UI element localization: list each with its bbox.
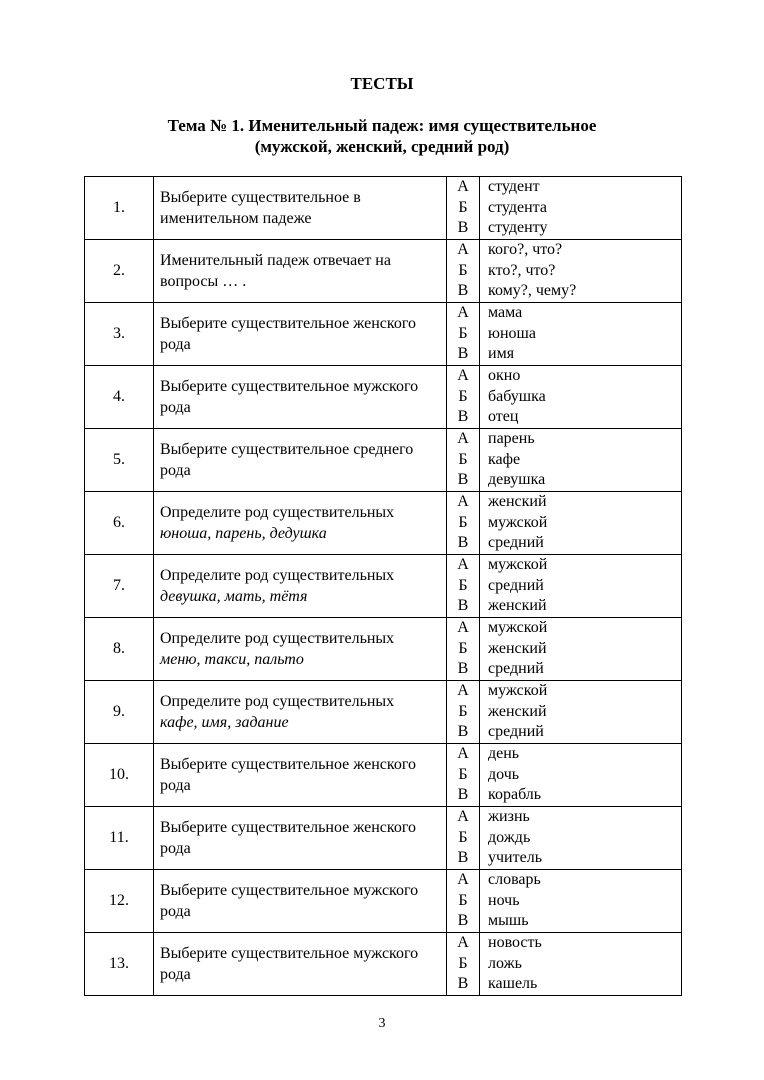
question-number: 8. (85, 618, 154, 681)
question-cell (154, 492, 447, 555)
question-number: 3. (85, 303, 154, 366)
question-number: 4. (85, 366, 154, 429)
answer-options (480, 492, 682, 555)
answer-option: женский (488, 702, 547, 720)
question-number: 5. (85, 429, 154, 492)
question-cell (154, 870, 447, 933)
answer-option: кому?, чему? (488, 282, 577, 300)
answer-option: мужской (488, 513, 548, 531)
answer-option: студента (488, 198, 547, 216)
question-text: Определите род существительных (160, 693, 395, 710)
option-letter: В (457, 534, 469, 552)
option-letter: Б (458, 513, 468, 531)
answer-options (480, 177, 682, 240)
option-letter: Б (458, 639, 468, 657)
option-letter: Б (458, 576, 468, 594)
option-letter: Б (458, 324, 468, 342)
question-examples: меню, такси, пальто (160, 651, 304, 668)
option-letter: А (457, 304, 469, 322)
question-row (85, 807, 682, 870)
option-letter: Б (458, 450, 468, 468)
question-cell (154, 240, 447, 303)
question-number: 2. (85, 240, 154, 303)
option-letters (447, 618, 480, 681)
question-text: Выберите существительное мужского рода (160, 882, 419, 920)
option-letter: Б (458, 702, 468, 720)
option-letter: В (457, 597, 469, 615)
answer-option: средний (488, 660, 544, 678)
question-cell (154, 429, 447, 492)
option-letter: В (457, 660, 469, 678)
question-number: 11. (85, 807, 154, 870)
option-letter: В (457, 975, 469, 993)
option-letter: В (457, 723, 469, 741)
page-title: ТЕСТЫ (350, 74, 414, 93)
answer-option: кафе (488, 450, 521, 468)
question-examples: юноша, парень, дедушка (160, 525, 327, 542)
answer-option: день (488, 745, 520, 763)
answer-option: новость (488, 934, 542, 952)
question-text: Выберите существительное среднего рода (160, 441, 414, 479)
answer-options (480, 429, 682, 492)
option-letter: А (457, 430, 469, 448)
answer-options (480, 807, 682, 870)
question-row (85, 303, 682, 366)
question-row (85, 681, 682, 744)
answer-option: окно (488, 367, 521, 385)
option-letters (447, 807, 480, 870)
answer-options (480, 681, 682, 744)
answer-option: средний (488, 576, 544, 594)
answer-option: кто?, что? (488, 261, 556, 279)
question-number: 6. (85, 492, 154, 555)
option-letter: Б (458, 765, 468, 783)
question-number: 12. (85, 870, 154, 933)
option-letter: В (457, 219, 469, 237)
option-letter: А (457, 934, 469, 952)
question-text: Выберите существительное мужского рода (160, 378, 419, 416)
question-text: Выберите существительное женского рода (160, 819, 416, 857)
question-cell (154, 807, 447, 870)
answer-option: дождь (488, 828, 531, 846)
option-letters (447, 555, 480, 618)
answer-option: девушка (488, 471, 546, 489)
option-letters (447, 492, 480, 555)
answer-option: мышь (488, 912, 529, 930)
answer-option: студенту (488, 219, 548, 237)
option-letter: Б (458, 828, 468, 846)
question-number: 7. (85, 555, 154, 618)
option-letter: В (457, 282, 469, 300)
option-letter: А (457, 493, 469, 511)
question-text: Выберите существительное в именительном падеже (160, 189, 361, 227)
answer-option: женский (488, 597, 547, 615)
question-row (85, 429, 682, 492)
option-letter: Б (458, 891, 468, 909)
answer-option: кого?, что? (488, 241, 563, 259)
question-text: Выберите существительное женского рода (160, 315, 416, 353)
answer-options (480, 366, 682, 429)
answer-options (480, 870, 682, 933)
option-letters (447, 240, 480, 303)
question-cell (154, 933, 447, 996)
option-letter: Б (458, 198, 468, 216)
question-cell (154, 681, 447, 744)
option-letter: В (457, 345, 469, 363)
answer-options (480, 555, 682, 618)
question-text: Выберите существительное женского рода (160, 756, 416, 794)
answer-options (480, 744, 682, 807)
option-letter: В (457, 408, 469, 426)
answer-option: средний (488, 534, 544, 552)
question-cell (154, 303, 447, 366)
option-letter: А (457, 241, 469, 259)
answer-option: мама (488, 304, 523, 322)
question-row (85, 492, 682, 555)
answer-options (480, 240, 682, 303)
answer-option: дочь (488, 765, 520, 783)
question-number: 10. (85, 744, 154, 807)
question-cell (154, 744, 447, 807)
topic-line-2: (мужской, женский, средний род) (254, 137, 510, 156)
answer-option: ложь (488, 954, 522, 972)
answer-option: мужской (488, 682, 548, 700)
option-letters (447, 303, 480, 366)
answer-option: корабль (488, 786, 542, 804)
option-letter: Б (458, 954, 468, 972)
question-examples: девушка, мать, тётя (160, 588, 308, 605)
page-number: 3 (378, 1016, 386, 1031)
option-letter: А (457, 682, 469, 700)
option-letter: А (457, 808, 469, 826)
option-letter: А (457, 619, 469, 637)
option-letters (447, 429, 480, 492)
question-number: 9. (85, 681, 154, 744)
question-row (85, 555, 682, 618)
option-letters (447, 870, 480, 933)
question-number: 1. (85, 177, 154, 240)
option-letters (447, 681, 480, 744)
option-letter: Б (458, 261, 468, 279)
option-letter: А (457, 367, 469, 385)
question-cell (154, 366, 447, 429)
topic-heading (0, 115, 764, 157)
question-text: Именительный падеж отвечает на вопросы … . (160, 252, 391, 290)
answer-option: словарь (488, 871, 541, 889)
option-letters (447, 933, 480, 996)
answer-option: мужской (488, 619, 548, 637)
question-row (85, 366, 682, 429)
answer-option: кашель (488, 975, 538, 993)
topic-line-1: Тема № 1. Именительный падеж: имя существительное (167, 116, 597, 135)
answer-option: учитель (488, 849, 542, 867)
answer-option: женский (488, 639, 547, 657)
option-letters (447, 744, 480, 807)
answer-option: отец (488, 408, 519, 426)
option-letter: Б (458, 387, 468, 405)
option-letter: А (457, 871, 469, 889)
answer-option: имя (488, 345, 515, 363)
question-row (85, 744, 682, 807)
answer-option: студент (488, 178, 540, 196)
question-row (85, 177, 682, 240)
question-row (85, 240, 682, 303)
answer-option: жизнь (488, 808, 530, 826)
answer-options (480, 618, 682, 681)
question-row (85, 618, 682, 681)
question-text: Определите род существительных (160, 630, 395, 647)
option-letter: А (457, 745, 469, 763)
option-letter: В (457, 912, 469, 930)
test-table (84, 176, 682, 996)
question-number: 13. (85, 933, 154, 996)
answer-option: средний (488, 723, 544, 741)
answer-options (480, 303, 682, 366)
question-examples: кафе, имя, задание (160, 714, 289, 731)
answer-option: мужской (488, 556, 548, 574)
option-letter: В (457, 471, 469, 489)
answer-option: женский (488, 493, 547, 511)
option-letter: А (457, 178, 469, 196)
answer-option: ночь (488, 891, 520, 909)
answer-option: парень (488, 430, 535, 448)
question-row (85, 870, 682, 933)
option-letters (447, 177, 480, 240)
question-cell (154, 177, 447, 240)
question-cell (154, 618, 447, 681)
test-table-body (85, 177, 682, 996)
question-text: Выберите существительное мужского рода (160, 945, 419, 983)
option-letters (447, 366, 480, 429)
question-text: Определите род существительных (160, 504, 395, 521)
option-letter: В (457, 786, 469, 804)
question-row (85, 933, 682, 996)
answer-options (480, 933, 682, 996)
answer-option: бабушка (488, 387, 546, 405)
option-letter: В (457, 849, 469, 867)
option-letter: А (457, 556, 469, 574)
answer-option: юноша (488, 324, 536, 342)
question-cell (154, 555, 447, 618)
question-text: Определите род существительных (160, 567, 395, 584)
